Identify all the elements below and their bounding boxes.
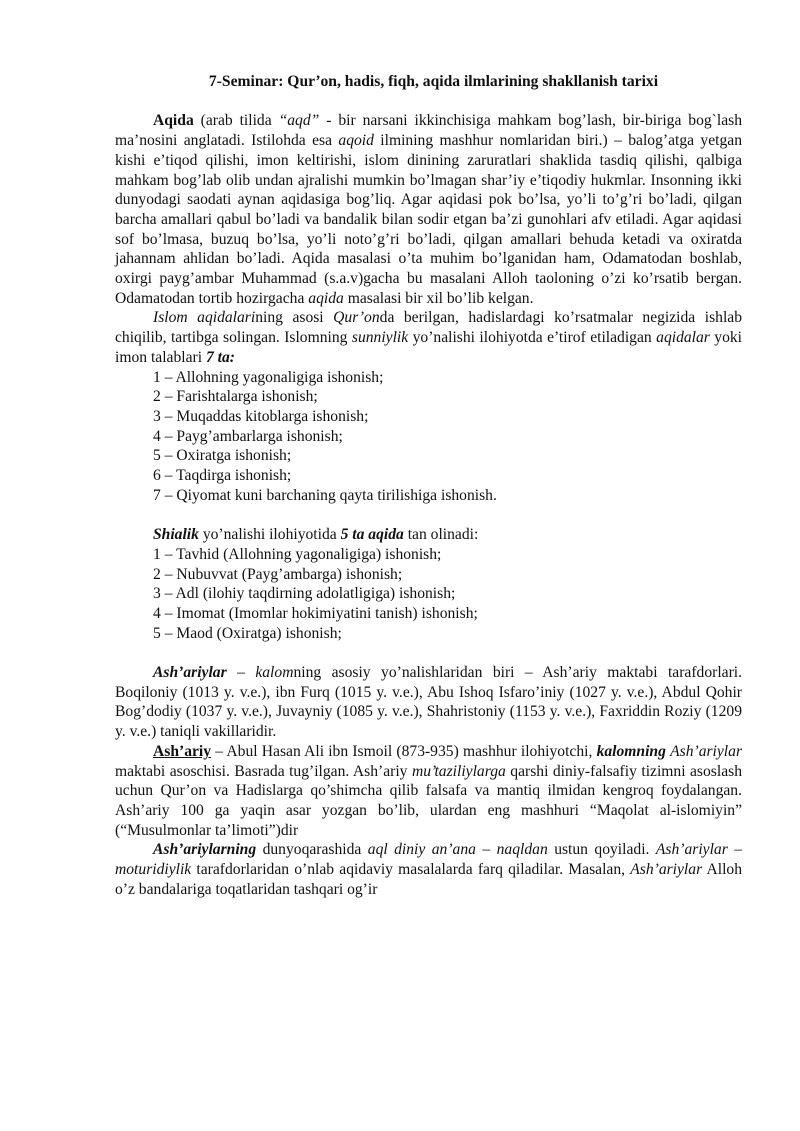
document-page — [115, 72, 742, 899]
list-item: 2 – Farishtalarga ishonish; — [153, 388, 318, 406]
list-item: 4 – Payg’ambarlarga ishonish; — [153, 427, 343, 445]
spacer — [115, 643, 742, 663]
paragraph-ashariylarning: Ash’ariylarning dunyoqarashida aql diniy an’ana – naqldan ustun qoyiladi. Ash’ariylar – moturidiylik tarafdorlaridan o’nlab aqidaviy masalalarda farq qiladilar. Masalan, Ash’ariylar Alloh o’z bandalariga toqatlaridan tashqari og’ir — [115, 841, 743, 898]
list-item: 3 – Muqaddas kitoblarga ishonish; — [153, 407, 369, 425]
list-item: 3 – Adl (ilohiy taqdirning adolatligiga) ishonish; — [153, 585, 456, 603]
paragraph-shialik: Shialik yo’nalishi ilohiyotida 5 ta aqida tan olinadi: — [153, 526, 479, 544]
list-item: 2 – Nubuvvat (Payg’ambarga) ishonish; — [153, 565, 403, 583]
list-item: 4 – Imomat (Imomlar hokimiyatini tanish) ishonish; — [153, 604, 478, 622]
shia-aqida-list — [115, 545, 742, 644]
spacer — [115, 505, 742, 525]
list-item: 5 – Oxiratga ishonish; — [153, 447, 292, 465]
term-aqida: Aqida — [153, 112, 194, 130]
list-item: 6 – Taqdirga ishonish; — [153, 467, 292, 485]
page-title: 7-Seminar: Qur’on, hadis, fiqh, aqida ilmlarining shakllanish tarixi — [208, 73, 659, 90]
list-item: 1 – Tavhid (Allohning yagonaligiga) ishonish; — [153, 545, 442, 563]
paragraph-ashariylar: Ash’ariylar – kalomning asosiy yo’nalishlaridan biri – Ash’ariy maktabi tarafdorlari. Boqiloniy (1013 y. v.e.), ibn Furq (1015 y. v.e.), Abu Ishoq Isfaro’iniy (1027 y. v.e.), Abdul Qohir Bog’dodiy (1037 y. v.e.), Juvayniy (1085 y. v.e.), Shahristoniy (1153 y. v.e.), Faxriddin Roziy (1209 y. v.e.) taniqli vakillaridir. — [115, 664, 743, 741]
list-item: 5 – Maod (Oxiratga) ishonish; — [153, 624, 342, 642]
paragraph-islom-aqidalari: Islom aqidalarining asosi Qur’onda berilgan, hadislardagi ko’rsatmalar negizida ishlab chiqilib, tartibga solingan. Islomning sunniylik yo’nalishi ilohiyotda e’tirof etiladigan aqidalar yoki imon talablari 7 ta: — [115, 309, 743, 366]
sunni-aqida-list — [115, 368, 742, 506]
paragraph-ashariy: Ash’ariy – Abul Hasan Ali ibn Ismoil (873-935) mashhur ilohiyotchi, kalomning Ash’ariylar maktabi asoschisi. Basrada tug’ilgan. Ash’ariy mu’taziliylarga qarshi diniy-falsafiy tizimni asoslash uchun Qur’on va Hadislarga qo’shimcha qilib falsafa va mantiq ilmidan kengroq foydalangan. Ash’ariy 100 ga yaqin asar yozgan bo’lib, ulardan eng mashhuri “Maqolat al-islomiyin” (“Musulmonlar ta’limoti”)dir — [115, 742, 743, 839]
list-item: 7 – Qiyomat kuni barchaning qayta tirilishiga ishonish. — [153, 486, 497, 504]
list-item: 1 – Allohning yagonaligiga ishonish; — [153, 368, 384, 386]
paragraph-aqida-definition: Aqida (arab tilida “aqd” - bir narsani ikkinchisiga mahkam bog’lash, bir-biriga bog`lash ma’nosini anglatadi. Istilohda esa aqoid ilmining mashhur nomlaridan biri.) – balog’atga yetgan kishi e’tiqod qilishi, imon keltirishi, islom dinining zaruratlari shaklida tasdiq qilishi, qalbiga mahkam bog’lab olib undan ajralishi mumkin bo’lmagan shar’iy e’tiqodiy hukmlar. Insonning ikki dunyodagi saodati aynan aqidasiga bog’liq. Agar aqidasi pok bo’lsa, yo’li to’g’ri bo’ladi, qilgan barcha amallari qabul bo’ladi va bandalik bilan sodir etgan ba’zi gunohlari afv etiladi. Agar aqidasi sof bo’lmasa, buzuq bo’lsa, yo’li noto’g’ri bo’ladi, qilgan amallari behuda ketadi va oxiratda jahannam ahlidan bo’ladi. Aqida masalasi o’ta muhim bo’lganidan ham, Odamatodan boshlab, oxirgi payg’ambar Muhammad (s.a.v)gacha bu masalani Alloh taoloning o’zi ko’rsatib bergan. Odamatodan tortib hozirgacha aqida masalasi bir xil bo’lib kelgan. — [115, 112, 742, 307]
